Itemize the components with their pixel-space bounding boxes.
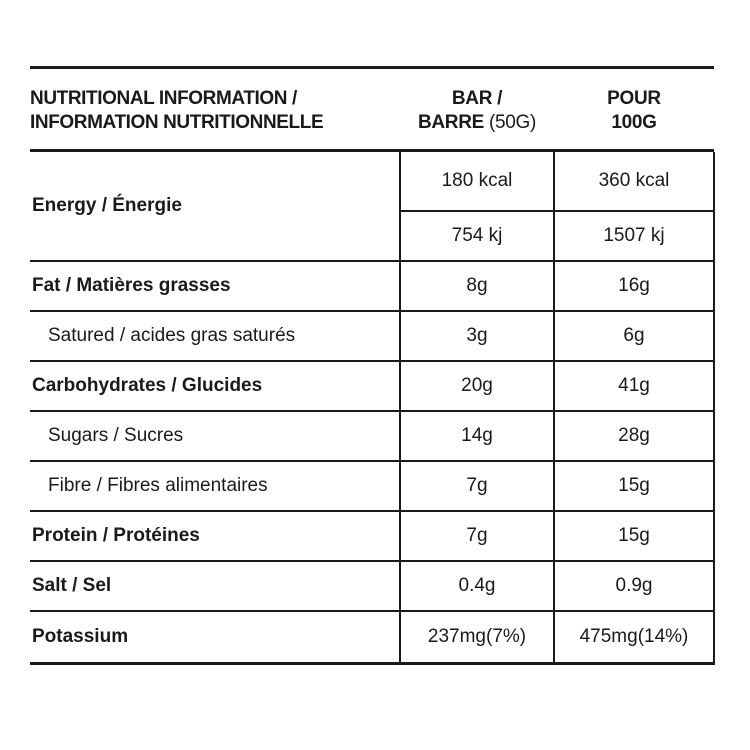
header-label: NUTRITIONAL INFORMATION / INFORMATION NUTRITIONNELLE [30,88,324,133]
row-label-saturated: Satured / acides gras saturés [30,311,400,361]
header-per-bar: BAR / BARRE (50G) [417,88,537,133]
table-header [30,69,714,149]
value-bar: 754 kj [400,211,554,261]
row-label-protein: Protein / Protéines [30,511,400,561]
value-bar: 0.4g [400,561,554,611]
row-label-salt: Salt / Sel [30,561,400,611]
row-label-fibre: Fibre / Fibres alimentaires [30,461,400,511]
nutrition-values [30,152,715,665]
row-label-energy: Energy / Énergie [30,152,400,261]
value-100g: 1507 kj [554,211,714,261]
value-100g: 28g [554,411,714,461]
table-row [30,611,714,664]
table-row [30,461,714,511]
value-100g: 360 kcal [554,152,714,211]
table-row [30,561,714,611]
value-100g: 0.9g [554,561,714,611]
value-bar: 8g [400,261,554,311]
value-bar: 180 kcal [400,152,554,211]
header-per-100g: POUR 100G [607,88,661,133]
row-label-fat: Fat / Matières grasses [30,261,400,311]
value-bar: 14g [400,411,554,461]
value-100g: 6g [554,311,714,361]
value-100g: 475mg(14%) [554,611,714,664]
table-row [30,411,714,461]
value-bar: 20g [400,361,554,411]
table-row [30,261,714,311]
value-bar: 7g [400,461,554,511]
table-row [30,361,714,411]
value-bar: 3g [400,311,554,361]
value-100g: 41g [554,361,714,411]
row-label-carbohydrates: Carbohydrates / Glucides [30,361,400,411]
row-label-sugars: Sugars / Sucres [30,411,400,461]
table-row [30,311,714,361]
value-100g: 15g [554,511,714,561]
table-row [30,511,714,561]
value-bar: 7g [400,511,554,561]
value-100g: 15g [554,461,714,511]
value-bar: 237mg(7%) [400,611,554,664]
table-row [30,152,714,211]
row-label-potassium: Potassium [30,611,400,664]
value-100g: 16g [554,261,714,311]
